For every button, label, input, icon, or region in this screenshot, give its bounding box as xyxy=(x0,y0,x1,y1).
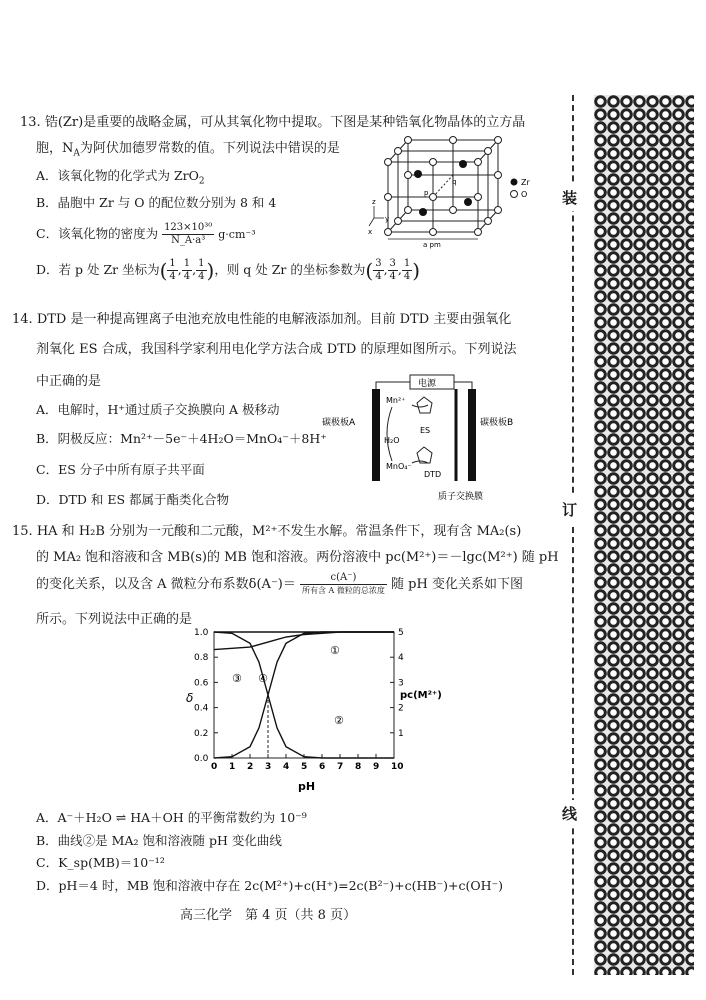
q14-option-d: D．DTD 和 ES 都属于酯类化合物 xyxy=(36,492,230,507)
q13-option-d-pre: D．若 p 处 Zr 坐标为 xyxy=(36,262,160,277)
plate-a-label: 碳极板A xyxy=(322,418,356,428)
q15-stem3-pre: 的变化关系，以及含 A 微粒分布系数δ(A⁻)＝ xyxy=(36,577,296,592)
electrolysis-figure xyxy=(320,373,530,505)
curve-label-1: ① xyxy=(330,644,340,657)
curve-label-2: ② xyxy=(334,714,344,727)
y-right-tick-label-1: 2 xyxy=(398,703,404,714)
q13-stem1: 锆(Zr)是重要的战略金属，可从其氧化物中提取。下图是某种锆氧化物晶体的立方晶 xyxy=(44,115,526,130)
q14-stem1: DTD 是一种提高锂离子电池充放电性能的电解液添加剂。目前 DTD 主要由强氧化 xyxy=(36,312,512,327)
x-tick-label-2: 2 xyxy=(247,762,254,772)
binding-label-xian: 线 xyxy=(562,800,577,827)
q14-line3: 中正确的是 xyxy=(36,374,102,389)
legend-zr: Zr xyxy=(521,178,530,187)
coord-p-1: $\frac{1}{4}$ xyxy=(169,258,176,282)
distribution-denominator: 所有含 A 微粒的总浓度 xyxy=(302,586,385,595)
coord-q-1: $\frac{3}{4}$ xyxy=(375,258,382,282)
q13-stem2-sub: A xyxy=(73,148,80,159)
y-left-tick-label-4: 0.8 xyxy=(194,653,209,664)
y-left-tick-label-0: 0.0 xyxy=(194,754,209,764)
q15-line1 xyxy=(12,520,521,539)
y-left-tick-label-3: 0.6 xyxy=(194,678,209,689)
q15-stem1: HA 和 H₂B 分别为一元酸和二元酸，M²⁺不发生水解。常温条件下，现有含 MA₂(s) xyxy=(36,524,522,539)
y-left-tick-label-2: 0.4 xyxy=(194,703,209,714)
label-a-pm: a pm xyxy=(423,241,441,249)
y-right-tick-label-3: 4 xyxy=(398,653,404,664)
density-fraction xyxy=(162,222,214,247)
q13-number: 13. xyxy=(20,115,41,130)
legend-o: O xyxy=(521,190,528,199)
q15-line4: 所示。下列说法中正确的是 xyxy=(36,612,193,627)
q13-stem2-rest: 为阿伏加德罗常数的值。下列说法中错误的是 xyxy=(79,141,340,156)
membrane-label: 质子交换膜 xyxy=(438,492,484,502)
axis-y: y xyxy=(385,215,390,223)
x-tick-label-6: 6 xyxy=(319,762,326,772)
q15-line3 xyxy=(36,572,523,597)
plot-frame xyxy=(214,632,394,758)
y-left-tick-label-5: 1.0 xyxy=(194,628,209,638)
distribution-numerator: c(A⁻) xyxy=(300,572,387,585)
x-tick-label-0: 0 xyxy=(211,762,218,772)
label-q: q xyxy=(452,178,457,186)
mn-label: Mn²⁺ xyxy=(386,396,406,405)
q15-option-a: A．A⁻＋H₂O ⇌ HA＋OH 的平衡常数约为 10⁻⁹ xyxy=(36,810,307,825)
q13-line2 xyxy=(36,137,340,159)
q15-option-b: B．曲线②是 MA₂ 饱和溶液随 pH 变化曲线 xyxy=(36,833,282,848)
q13-option-a-sub: 2 xyxy=(198,176,205,187)
x-tick-label-7: 7 xyxy=(337,762,344,772)
q13-stem2: 胞，N xyxy=(36,141,74,156)
crystal-cell-figure xyxy=(368,132,558,248)
coord-q-3: $\frac{1}{4}$ xyxy=(403,258,411,282)
density-numerator: 123×10³⁰ xyxy=(164,222,213,233)
binding-label-ding: 订 xyxy=(562,496,577,523)
ph-distribution-chart xyxy=(180,620,442,800)
h2o-label: H₂O xyxy=(384,436,400,445)
q13-option-c xyxy=(36,222,256,247)
y-right-tick-label-0: 1 xyxy=(398,728,404,739)
x-tick-label-1: 1 xyxy=(229,762,236,772)
x-tick-label-8: 8 xyxy=(355,762,362,772)
label-p: p xyxy=(424,189,429,197)
q14-line2: 剂氧化 ES 合成，我国科学家利用电化学方法合成 DTD 的原理如图所示。下列说法 xyxy=(36,342,517,357)
curve-3 xyxy=(214,632,394,758)
q15-option-c: C．K_sp(MB)＝10⁻¹² xyxy=(36,855,165,870)
q14-option-c: C．ES 分子中所有原子共平面 xyxy=(36,462,205,477)
q15-number: 15. xyxy=(12,524,33,539)
curve-1 xyxy=(214,632,394,650)
x-tick-label-4: 4 xyxy=(283,762,290,772)
curve-label-3: ③ xyxy=(232,672,242,685)
page-footer: 高三化学 第 4 页（共 8 页） xyxy=(180,908,357,923)
x-tick-label-9: 9 xyxy=(373,762,380,772)
coord-p-3: $\frac{1}{4}$ xyxy=(198,258,205,282)
dtd-label: DTD xyxy=(424,470,442,479)
q13-line1 xyxy=(20,111,525,130)
q14-option-a: A．电解时，H⁺通过质子交换膜向 A 极移动 xyxy=(36,402,280,417)
binding-pattern xyxy=(594,95,694,975)
q15-option-d: D．pH＝4 时，MB 饱和溶液中存在 2c(M²⁺)+c(H⁺)=2c(B²⁻)+c(HB⁻)+c(OH⁻) xyxy=(36,878,503,893)
y-axis-left-label: δ xyxy=(186,691,194,705)
q15-line2: 的 MA₂ 饱和溶液和含 MB(s)的 MB 饱和溶液。两份溶液中 pc(M²⁺)＝－lgc(M²⁺) 随 pH xyxy=(36,550,559,565)
binding-dashed-line xyxy=(572,95,574,975)
density-unit: g·cm⁻³ xyxy=(218,228,256,241)
x-axis-label: pH xyxy=(298,780,316,793)
q13-option-d: D．若 p 处 Zr 坐标为( $\frac{1}{4}$ , $\frac{1}{4}$ , $\frac{1}{4}$ )，则 q 处 Zr 的坐标参数为( $\frac{3}{4}$ , $\frac{3}{4}$ , $\frac{1}{4}$ ) xyxy=(36,258,421,283)
coord-p-2: $\frac{1}{4}$ xyxy=(183,258,191,282)
plate-b-label: 碳极板B xyxy=(480,418,514,428)
x-tick-label-3: 3 xyxy=(265,762,272,772)
q13-option-c-pre: C．该氧化物的密度为 xyxy=(36,226,159,241)
power-label: 电源 xyxy=(418,379,437,389)
q13-option-a xyxy=(36,166,205,187)
density-denominator: N_A·a³ xyxy=(171,235,206,246)
y-axis-right-label: pc(M²⁺) xyxy=(400,690,442,701)
binding-label-zhuang: 装 xyxy=(562,184,577,211)
q14-line1 xyxy=(12,308,511,327)
q14-number: 14. xyxy=(12,312,33,327)
curve-label-4: ④ xyxy=(258,672,268,685)
q15-stem3-post: 随 pH 变化关系如下图 xyxy=(391,577,523,592)
y-left-tick-label-1: 0.2 xyxy=(194,728,209,739)
axis-z: z xyxy=(372,198,376,206)
q13-option-a-text: A．该氧化物的化学式为 ZrO xyxy=(36,168,199,183)
q13-option-d-mid: ，则 q 处 Zr 的坐标参数为 xyxy=(214,262,366,277)
es-label: ES xyxy=(420,426,431,435)
curve-4 xyxy=(214,632,394,758)
distribution-fraction xyxy=(300,572,387,597)
mno4-label: MnO₄⁻ xyxy=(386,462,412,471)
y-right-tick-label-4: 5 xyxy=(398,628,404,638)
x-tick-label-10: 10 xyxy=(391,762,404,772)
coord-q-2: $\frac{3}{4}$ xyxy=(389,258,396,282)
axis-x: x xyxy=(368,228,373,236)
x-tick-label-5: 5 xyxy=(301,762,308,772)
q13-option-b: B．晶胞中 Zr 与 O 的配位数分别为 8 和 4 xyxy=(36,195,277,210)
y-right-tick-label-2: 3 xyxy=(398,678,404,689)
q14-option-b: B．阴极反应：Mn²⁺－5e⁻＋4H₂O＝MnO₄⁻＋8H⁺ xyxy=(36,431,327,446)
